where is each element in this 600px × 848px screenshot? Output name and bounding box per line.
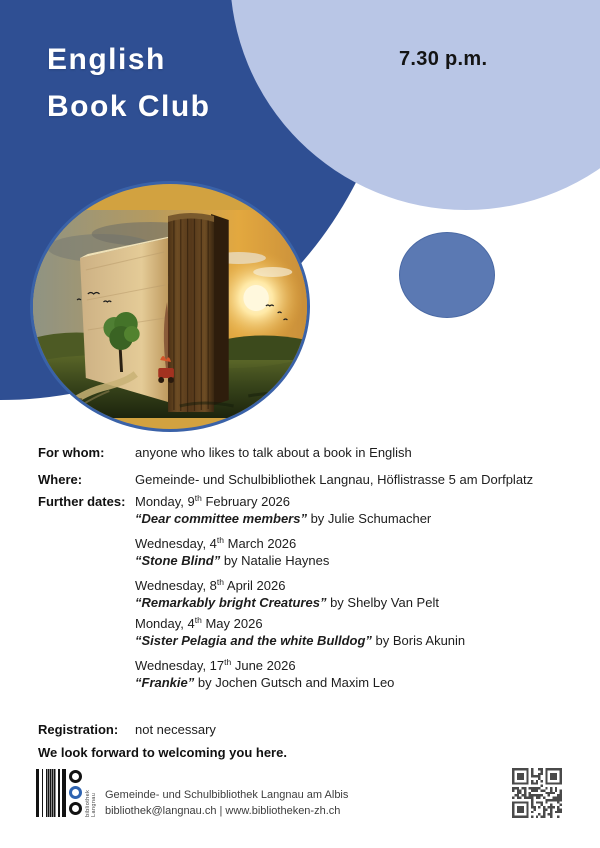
title-line-2: Book Club [47, 90, 211, 123]
logo-ring-icon [69, 802, 82, 815]
for-whom-label: For whom: [38, 445, 105, 460]
page-title [47, 36, 211, 130]
row-for-whom [38, 444, 412, 461]
closing-line: We look forward to welcoming you here. [38, 745, 287, 760]
entry-date: Monday, 9th February 2026 [135, 493, 291, 509]
entry-date: Wednesday, 4th March 2026 [135, 535, 297, 551]
date-entry [135, 577, 439, 611]
date-entry [135, 493, 431, 527]
logo-vertical-text: bibliothek Langnau [85, 789, 97, 817]
entry-date: Monday, 4th May 2026 [135, 615, 263, 631]
logo-bar [36, 769, 39, 817]
logo-bar [46, 769, 56, 817]
date-entry [135, 535, 329, 569]
entry-book: “Remarkably bright Creatures” by Shelby Van Pelt [135, 595, 439, 610]
row-registration [38, 721, 216, 738]
further-dates-label: Further dates: [38, 494, 126, 509]
entry-book: “Dear committee members” by Julie Schumacher [135, 511, 432, 526]
logo-bar [42, 769, 43, 817]
footer-contact [105, 787, 348, 819]
where-label: Where: [38, 472, 83, 487]
date-entry [135, 615, 465, 649]
logo-ring-icon [69, 770, 82, 783]
qr-code [512, 767, 562, 819]
row-further-dates [38, 493, 135, 510]
date-entry [135, 657, 394, 691]
event-time: 7.30 p.m. [399, 48, 488, 70]
medium-blue-circle [399, 232, 495, 318]
entry-book: “Stone Blind” by Natalie Haynes [135, 553, 330, 568]
registration-label: Registration: [38, 722, 119, 737]
entry-date: Wednesday, 8th April 2026 [135, 577, 286, 593]
entry-date: Wednesday, 17th June 2026 [135, 657, 296, 673]
registration-value: not necessary [135, 722, 216, 737]
entry-book: “Frankie” by Jochen Gutsch and Maxim Leo [135, 675, 395, 690]
logo-bar [62, 769, 66, 817]
row-where [38, 471, 533, 488]
for-whom-value: anyone who likes to talk about a book in English [135, 445, 412, 460]
where-value: Gemeinde- und Schulbibliothek Langnau, Höflistrasse 5 am Dorfplatz [135, 472, 534, 487]
book-landscape-illustration [33, 210, 307, 418]
logo-bar [58, 769, 60, 817]
footer-org-line: Gemeinde- und Schulbibliothek Langnau am Albis [105, 789, 349, 801]
footer-links-line: bibliothek@langnau.ch | www.bibliotheken-zh.ch [105, 805, 341, 817]
entry-book: “Sister Pelagia and the white Bulldog” by Boris Akunin [135, 633, 466, 648]
logo-ring-icon [69, 786, 82, 799]
library-logo [36, 767, 97, 819]
title-line-1: English [47, 43, 166, 76]
book-landscape-photo [30, 181, 310, 432]
